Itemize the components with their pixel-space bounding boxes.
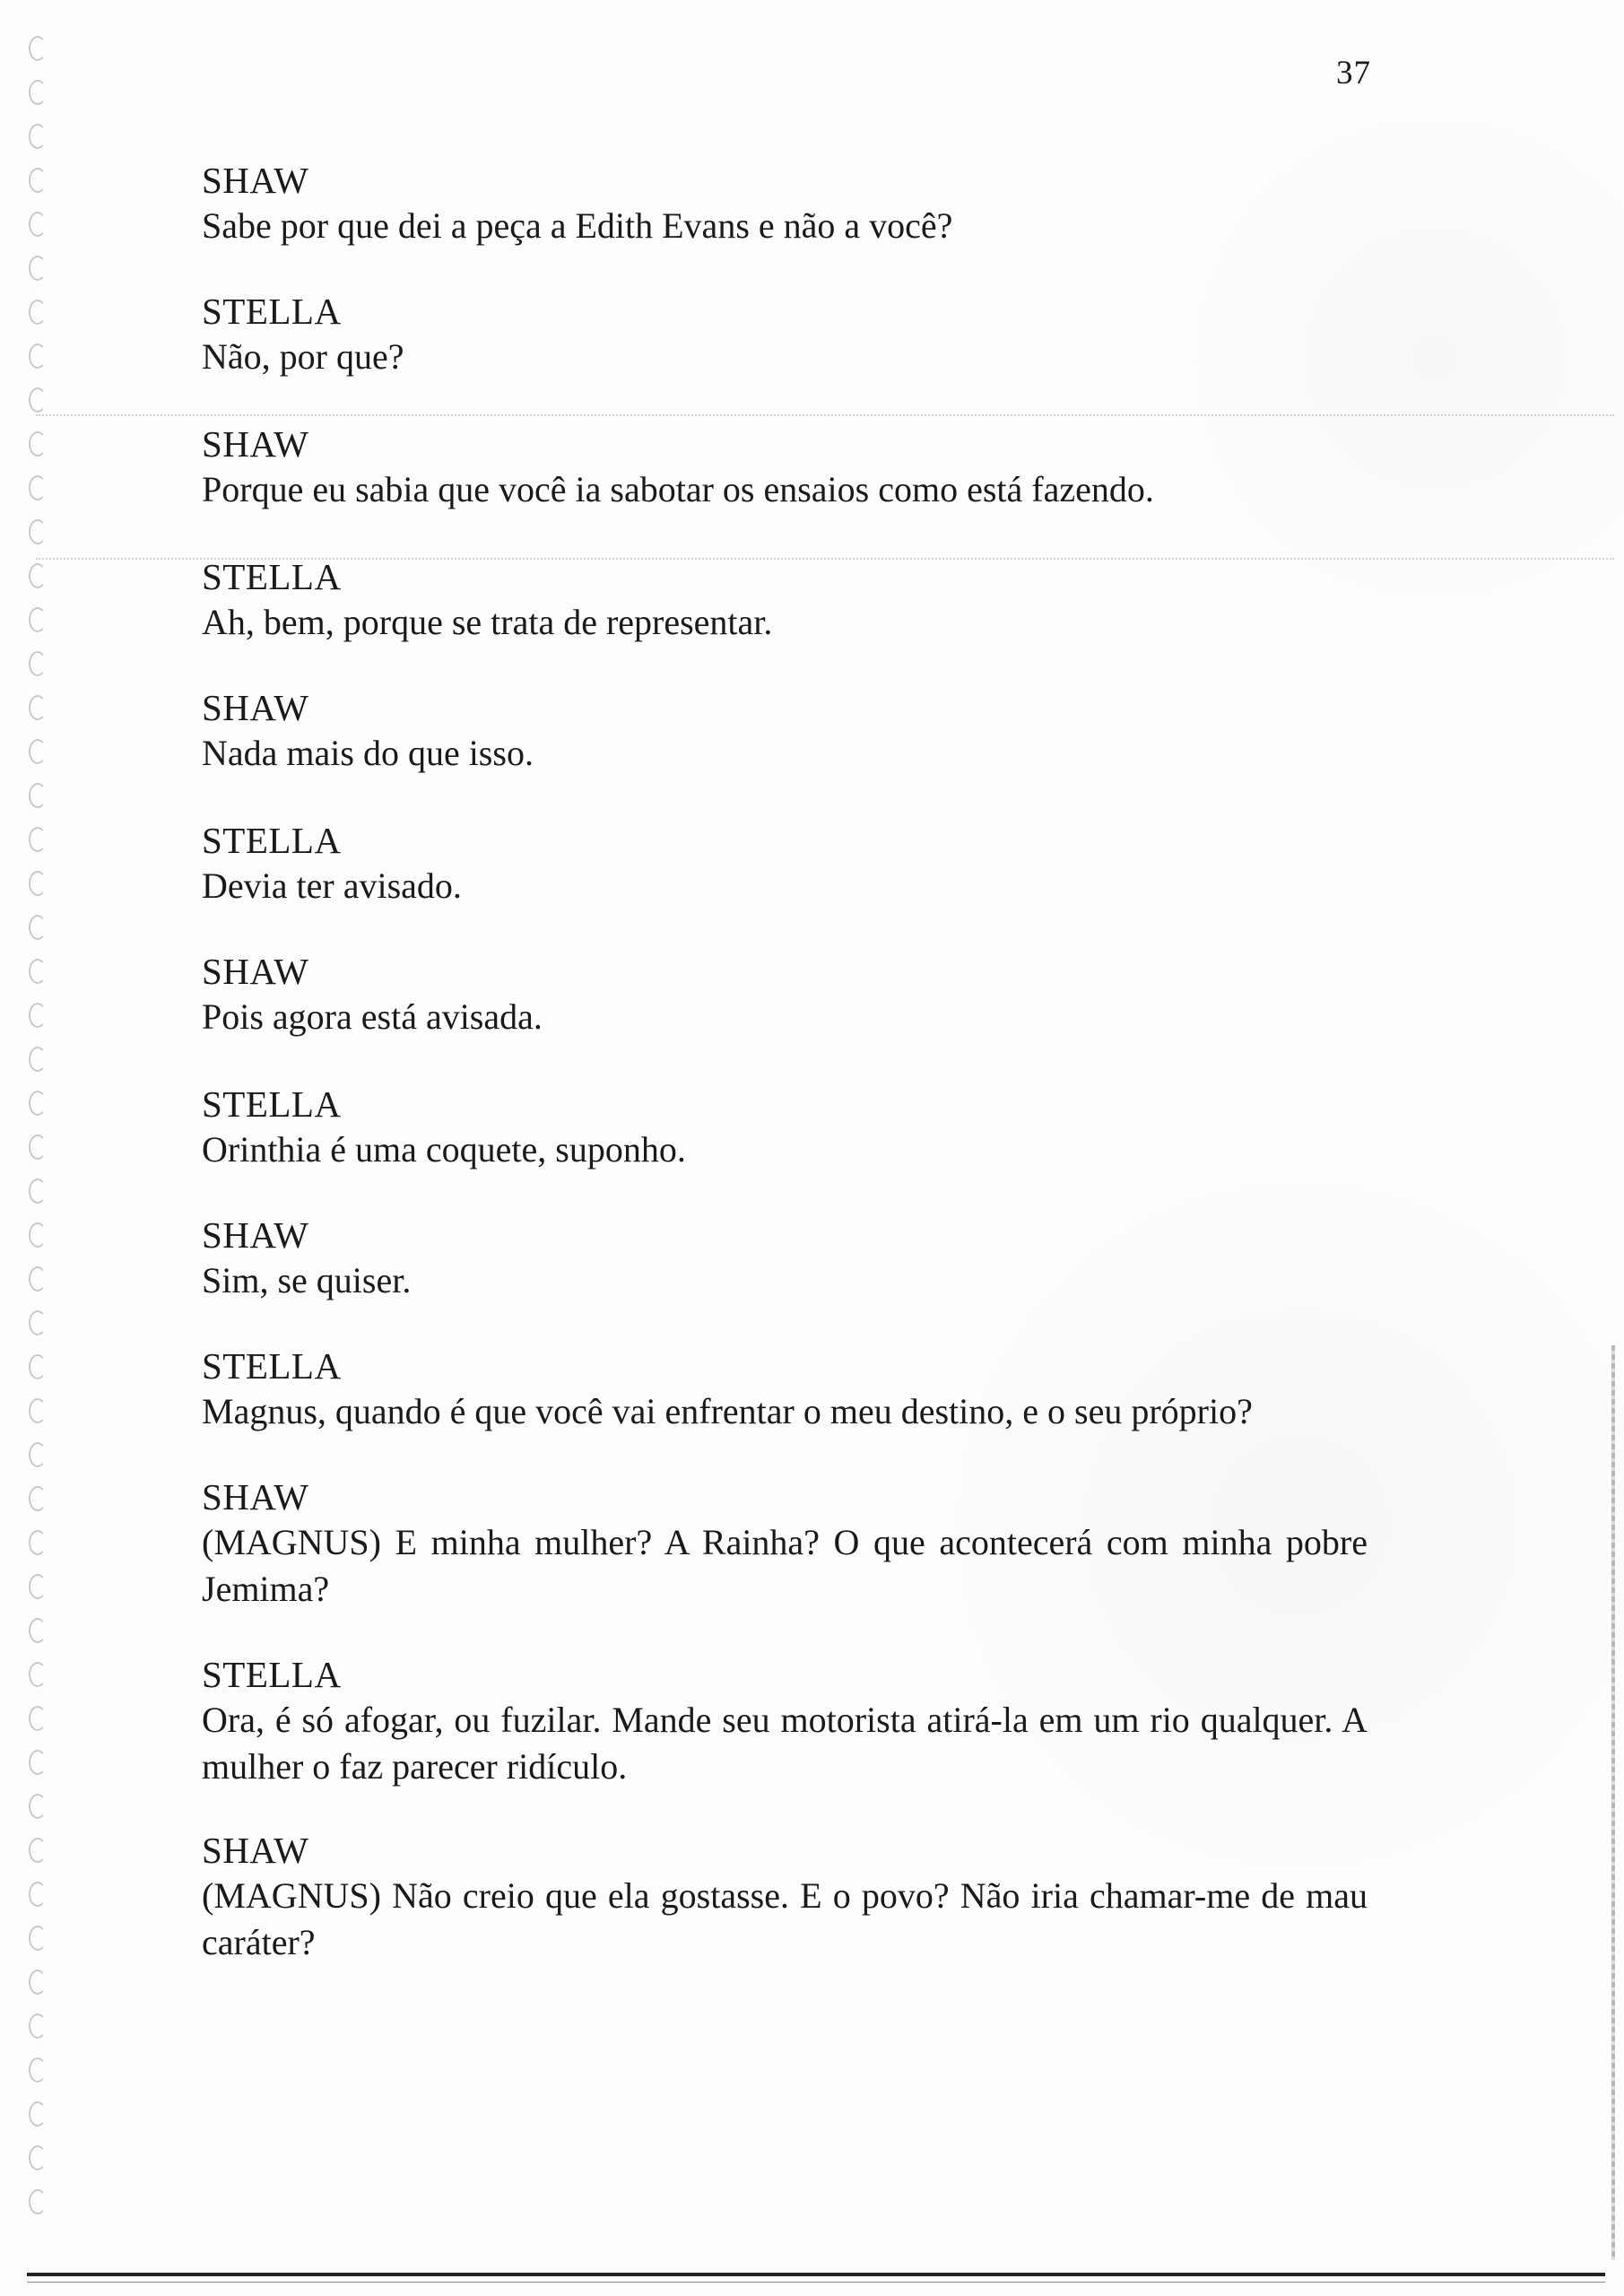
page-bottom-rule-thin (27, 2282, 1605, 2283)
speaker-name: STELLA (202, 1345, 342, 1387)
binding-hole (29, 300, 47, 325)
dialogue-entry (202, 1213, 1368, 1304)
dialogue-entry (202, 1344, 1368, 1435)
binding-hole (29, 651, 47, 676)
binding-hole (29, 607, 47, 632)
binding-hole (29, 1222, 47, 1248)
dialogue-entry (202, 1828, 1368, 1966)
binding-hole (29, 256, 47, 281)
dialogue-line: Sabe por que dei a peça a Edith Evans e não a você? (202, 205, 953, 246)
dialogue-line: Ah, bem, porque se trata de representar. (202, 602, 773, 642)
binding-hole (29, 1706, 47, 1731)
dialogue-entry (202, 289, 1368, 380)
binding-hole (29, 915, 47, 940)
dialogue-entry (202, 685, 1368, 777)
page-bottom-rule (27, 2273, 1605, 2276)
binding-hole (29, 2057, 47, 2083)
speaker-name: SHAW (202, 1830, 309, 1871)
binding-hole (29, 1750, 47, 1775)
binding-hole (29, 1926, 47, 1951)
dialogue-entry (202, 818, 1368, 909)
binding-hole (29, 1486, 47, 1511)
speaker-name: STELLA (202, 1083, 342, 1125)
binding-holes (22, 36, 57, 2260)
binding-hole (29, 1970, 47, 1995)
speaker-name: STELLA (202, 1654, 342, 1695)
speaker-name: SHAW (202, 1214, 309, 1256)
binding-hole (29, 1354, 47, 1379)
page-number: 37 (1336, 55, 1371, 91)
dialogue-line: Sim, se quiser. (202, 1260, 412, 1300)
dialogue-entry (202, 949, 1368, 1040)
dialogue-line: Orinthia é uma coquete, suponho. (202, 1129, 686, 1170)
page-edge-shadow (1611, 1345, 1615, 2260)
speaker-name: STELLA (202, 291, 342, 332)
dialogue-entry (202, 1474, 1368, 1613)
binding-hole (29, 36, 47, 61)
binding-hole (29, 2189, 47, 2214)
scan-artifact-line (36, 414, 1614, 416)
binding-hole (29, 1047, 47, 1072)
binding-hole (29, 1794, 47, 1819)
dialogue-line: Não, por que? (202, 336, 404, 377)
binding-hole (29, 387, 47, 413)
binding-hole (29, 1091, 47, 1116)
binding-hole (29, 1838, 47, 1863)
binding-hole (29, 344, 47, 369)
dialogue-line: Nada mais do que isso. (202, 733, 534, 773)
speaker-name: SHAW (202, 951, 309, 992)
binding-hole (29, 431, 47, 457)
binding-hole (29, 475, 47, 500)
binding-hole (29, 783, 47, 808)
dialogue-entry (202, 158, 1368, 249)
binding-hole (29, 695, 47, 720)
binding-hole (29, 1618, 47, 1643)
dialogue-line: Magnus, quando é que você vai enfrentar o meu destino, e o seu próprio? (202, 1391, 1253, 1431)
binding-hole (29, 1266, 47, 1292)
dialogue-line: Pois agora está avisada. (202, 996, 543, 1037)
binding-hole (29, 80, 47, 105)
binding-hole (29, 1398, 47, 1423)
speaker-name: SHAW (202, 687, 309, 728)
dialogue-entry (202, 1652, 1368, 1790)
binding-hole (29, 871, 47, 896)
binding-hole (29, 2101, 47, 2126)
binding-hole (29, 1882, 47, 1907)
binding-hole (29, 2145, 47, 2170)
binding-hole (29, 1135, 47, 1160)
speaker-name: SHAW (202, 1476, 309, 1518)
dialogue-line: Ora, é só afogar, ou fuzilar. Mande seu motorista atirá-la em um rio qualquer. A mulher o faz parecer ridículo. (202, 1700, 1368, 1787)
binding-hole (29, 827, 47, 852)
speaker-name: SHAW (202, 423, 309, 465)
binding-hole (29, 739, 47, 764)
dialogue-line: (MAGNUS) Não creio que ela gostasse. E o povo? Não iria chamar-me de mau caráter? (202, 1875, 1368, 1962)
binding-hole (29, 1574, 47, 1599)
dialogue-entry (202, 1082, 1368, 1173)
dialogue-entry (202, 554, 1368, 646)
binding-hole (29, 212, 47, 237)
dialogue-line: Porque eu sabia que você ia sabotar os ensaios como está fazendo. (202, 469, 1154, 509)
speaker-name: SHAW (202, 160, 309, 201)
speaker-name: STELLA (202, 820, 342, 861)
binding-hole (29, 1178, 47, 1204)
binding-hole (29, 959, 47, 984)
binding-hole (29, 168, 47, 193)
binding-hole (29, 1003, 47, 1028)
binding-hole (29, 124, 47, 149)
speaker-name: STELLA (202, 556, 342, 597)
binding-hole (29, 519, 47, 544)
binding-hole (29, 2013, 47, 2039)
binding-hole (29, 1662, 47, 1687)
binding-hole (29, 563, 47, 588)
dialogue-line: Devia ter avisado. (202, 865, 462, 906)
binding-hole (29, 1530, 47, 1555)
binding-hole (29, 1442, 47, 1467)
binding-hole (29, 1310, 47, 1335)
dialogue-line: (MAGNUS) E minha mulher? A Rainha? O que acontecerá com minha pobre Jemima? (202, 1522, 1368, 1609)
dialogue-entry (202, 422, 1368, 513)
